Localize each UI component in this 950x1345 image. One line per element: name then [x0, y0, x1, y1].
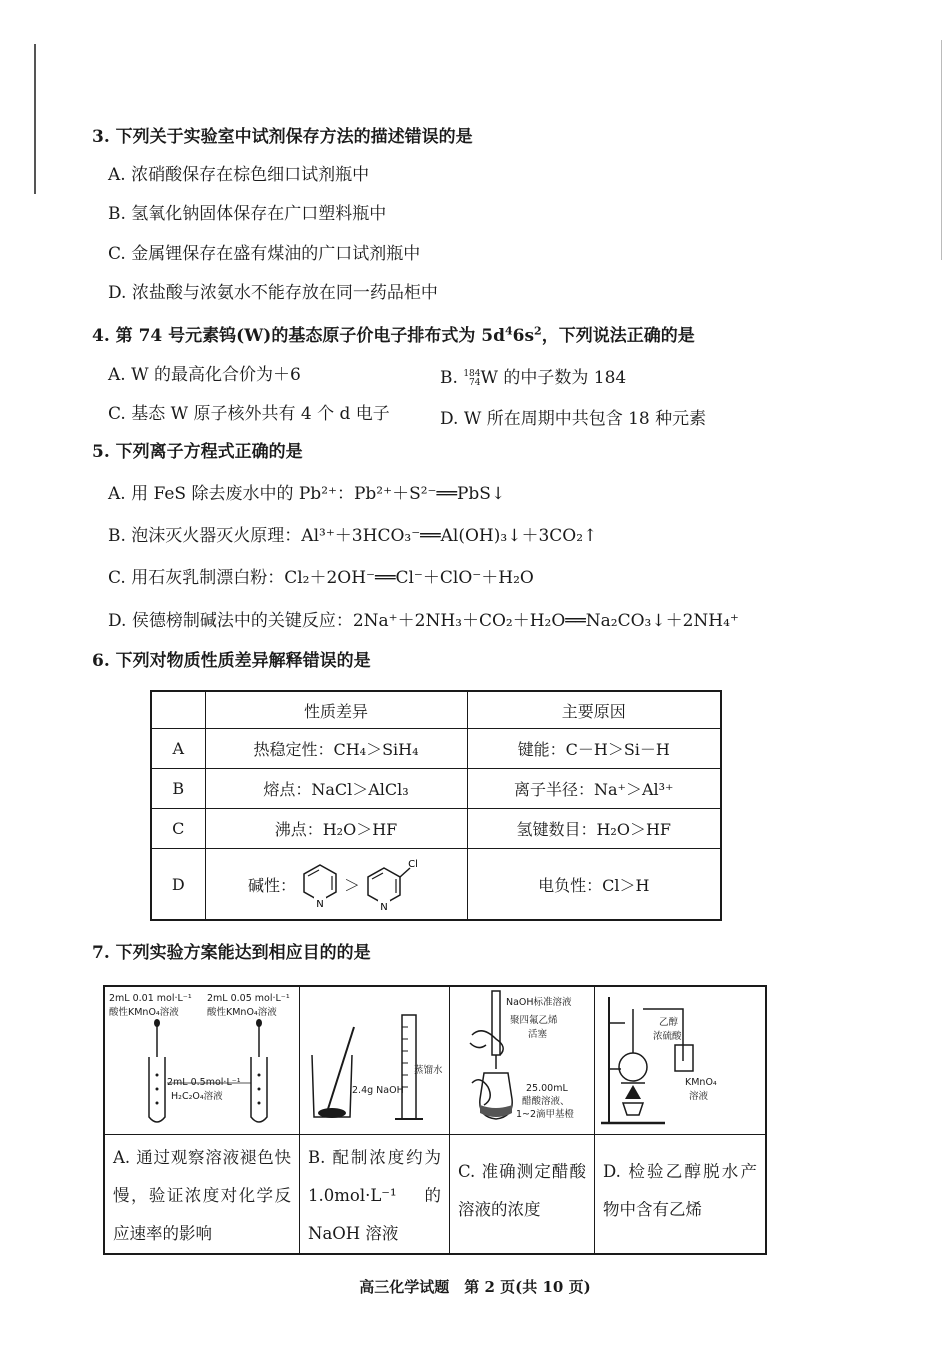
q6-header-blank — [151, 691, 205, 729]
q7-caption-d-cell — [595, 1135, 765, 1253]
figa-label-4: 酸性KMnO₄溶液 — [207, 1007, 277, 1018]
q6-row-label: D — [151, 849, 205, 921]
q6-header-property: 性质差异 — [205, 691, 467, 729]
q6-basicity-comparison — [206, 856, 467, 912]
q5-option-a: A. 用 FeS 除去废水中的 Pb²⁺：Pb²⁺＋S²⁻══PbS↓ — [108, 484, 506, 504]
q6-row-label: C — [151, 809, 205, 849]
q7-table — [103, 985, 767, 1255]
q6-row-property: 熔点：NaCl＞AlCl₃ — [205, 769, 467, 809]
q6-row-b — [151, 769, 721, 809]
q7-caption-c: C. 准确测定醋酸溶液的浓度 — [458, 1162, 586, 1219]
q6-header-row — [151, 691, 721, 729]
left-margin-line — [34, 44, 36, 194]
q7-caption-a-cell — [105, 1135, 300, 1253]
figd-label-2: 浓硫酸 — [653, 1031, 682, 1042]
q3-option-c: C. 金属锂保存在盛有煤油的广口试剂瓶中 — [108, 244, 421, 264]
q6-basicity-label: 碱性： — [247, 875, 296, 895]
figa-label-3: 酸性KMnO₄溶液 — [109, 1007, 179, 1018]
q4-title-sup1: 4 — [504, 324, 513, 338]
chlorine-label: Cl — [408, 859, 418, 870]
q3-option-a: A. 浓硝酸保存在棕色细口试剂瓶中 — [108, 165, 370, 185]
figb-naoh-label: 2.4g NaOH — [352, 1085, 404, 1096]
q6-row-label: B — [151, 769, 205, 809]
q4-option-a: A. W 的最高化合价为＋6 — [108, 365, 301, 385]
q6-row-reason: 电负性：Cl＞H — [467, 849, 721, 921]
q7-caption-b-cell — [300, 1135, 450, 1253]
q6-row-c — [151, 809, 721, 849]
q4-option-b-pre: B. — [440, 368, 464, 388]
figa-label-6: H₂C₂O₄溶液 — [171, 1091, 223, 1102]
q4-title — [92, 325, 695, 347]
q4-isotope-notation — [463, 370, 480, 388]
q6-row-reason: 离子半径：Na⁺＞Al³⁺ — [467, 769, 721, 809]
q7-figure-a — [105, 987, 300, 1135]
q4-atomic-number: 74 — [469, 377, 481, 388]
titration-burette-icon — [450, 987, 595, 1135]
q4-option-c: C. 基态 W 原子核外共有 4 个 d 电子 — [108, 404, 390, 424]
q6-row-property: 热稳定性：CH₄＞SiH₄ — [205, 729, 467, 769]
q5-option-b: B. 泡沫灭火器灭火原理：Al³⁺＋3HCO₃⁻══Al(OH)₃↓＋3CO₂↑ — [108, 526, 598, 546]
q6-row-d — [151, 849, 721, 921]
q7-figure-b — [300, 987, 450, 1135]
q5-title: 5. 下列离子方程式正确的是 — [92, 442, 303, 462]
q3-option-d: D. 浓盐酸与浓氨水不能存放在同一药品柜中 — [108, 283, 438, 303]
figd-label-3: KMnO₄ — [685, 1077, 717, 1088]
figc-label-6: 1~2滴甲基橙 — [516, 1109, 575, 1120]
figc-label-3: 活塞 — [528, 1029, 548, 1040]
figc-label-5: 醋酸溶液、 — [522, 1096, 570, 1107]
q7-caption-c-cell — [450, 1135, 595, 1253]
q6-row-property: 沸点：H₂O＞HF — [205, 809, 467, 849]
figd-label-4: 溶液 — [689, 1091, 709, 1102]
figa-label-2: 2mL 0.05 mol·L⁻¹ — [207, 993, 290, 1004]
q7-caption-a: A. 通过观察溶液褪色快慢，验证浓度对化学反应速率的影响 — [113, 1148, 291, 1243]
figc-label-1: NaOH标准溶液 — [506, 997, 572, 1008]
q6-row-label: A — [151, 729, 205, 769]
q6-header-reason: 主要原因 — [467, 691, 721, 729]
ethanol-dehydration-apparatus-icon — [595, 987, 723, 1135]
q4-title-pre: 4. 第 74 号元素钨(W)的基态原子价电子排布式为 5d — [92, 326, 505, 346]
figd-label-1: 乙醇 — [659, 1017, 679, 1028]
q7-caption-b: B. 配制浓度约为 1.0mol·L⁻¹ 的 NaOH 溶液 — [308, 1148, 441, 1243]
q4-title-sup2: 2 — [534, 324, 542, 338]
figa-label-1: 2mL 0.01 mol·L⁻¹ — [109, 993, 192, 1004]
right-margin-line — [941, 40, 942, 260]
figc-label-4: 25.00mL — [526, 1083, 568, 1094]
q7-figure-c — [450, 987, 595, 1135]
q6-row-reason: 氢键数目：H₂O＞HF — [467, 809, 721, 849]
q5-option-d: D. 侯德榜制碱法中的关键反应：2Na⁺＋2NH₃＋CO₂＋H₂O══Na₂CO₃↓＋2NH₄⁺ — [108, 611, 739, 631]
q7-title: 7. 下列实验方案能达到相应目的的是 — [92, 943, 371, 963]
beaker-cylinder-icon — [300, 987, 450, 1135]
figc-label-2: 聚四氟乙烯 — [510, 1015, 558, 1026]
q4-option-b — [440, 367, 626, 389]
q4-option-b-post: W 的中子数为 184 — [480, 368, 627, 388]
pyridine-structure-icon — [298, 859, 342, 909]
chloropyridine-n-label: N — [380, 902, 388, 912]
q7-caption-d: D. 检验乙醇脱水产物中含有乙烯 — [603, 1162, 757, 1219]
test-tubes-dropper-icon — [105, 987, 300, 1135]
pyridine-n-label: N — [316, 899, 324, 909]
q3-option-b: B. 氢氧化钠固体保存在广口塑料瓶中 — [108, 204, 387, 224]
q4-mass-number: 184 — [463, 368, 481, 379]
q6-row-property — [205, 849, 467, 921]
q6-row-a — [151, 729, 721, 769]
q6-greater-than: ＞ — [344, 875, 361, 895]
page-footer: 高三化学试题 第 2 页(共 10 页) — [359, 1278, 591, 1296]
figb-water-label: 蒸馏水 — [414, 1065, 443, 1076]
q6-table — [150, 690, 722, 921]
q6-title: 6. 下列对物质性质差异解释错误的是 — [92, 651, 371, 671]
q4-option-d: D. W 所在周期中共包含 18 种元素 — [440, 409, 707, 429]
q3-title: 3. 下列关于实验室中试剂保存方法的描述错误的是 — [92, 127, 473, 147]
q7-figure-d — [595, 987, 765, 1135]
q4-title-mid: 6s — [512, 326, 535, 346]
q4-title-post: ，下列说法正确的是 — [541, 326, 695, 346]
q6-row-reason: 键能：C－H＞Si－H — [467, 729, 721, 769]
figa-label-5: 2mL 0.5mol·L⁻¹ — [167, 1077, 241, 1088]
q5-option-c: C. 用石灰乳制漂白粉：Cl₂＋2OH⁻══Cl⁻＋ClO⁻＋H₂O — [108, 568, 534, 588]
3-chloropyridine-structure-icon — [362, 856, 424, 912]
